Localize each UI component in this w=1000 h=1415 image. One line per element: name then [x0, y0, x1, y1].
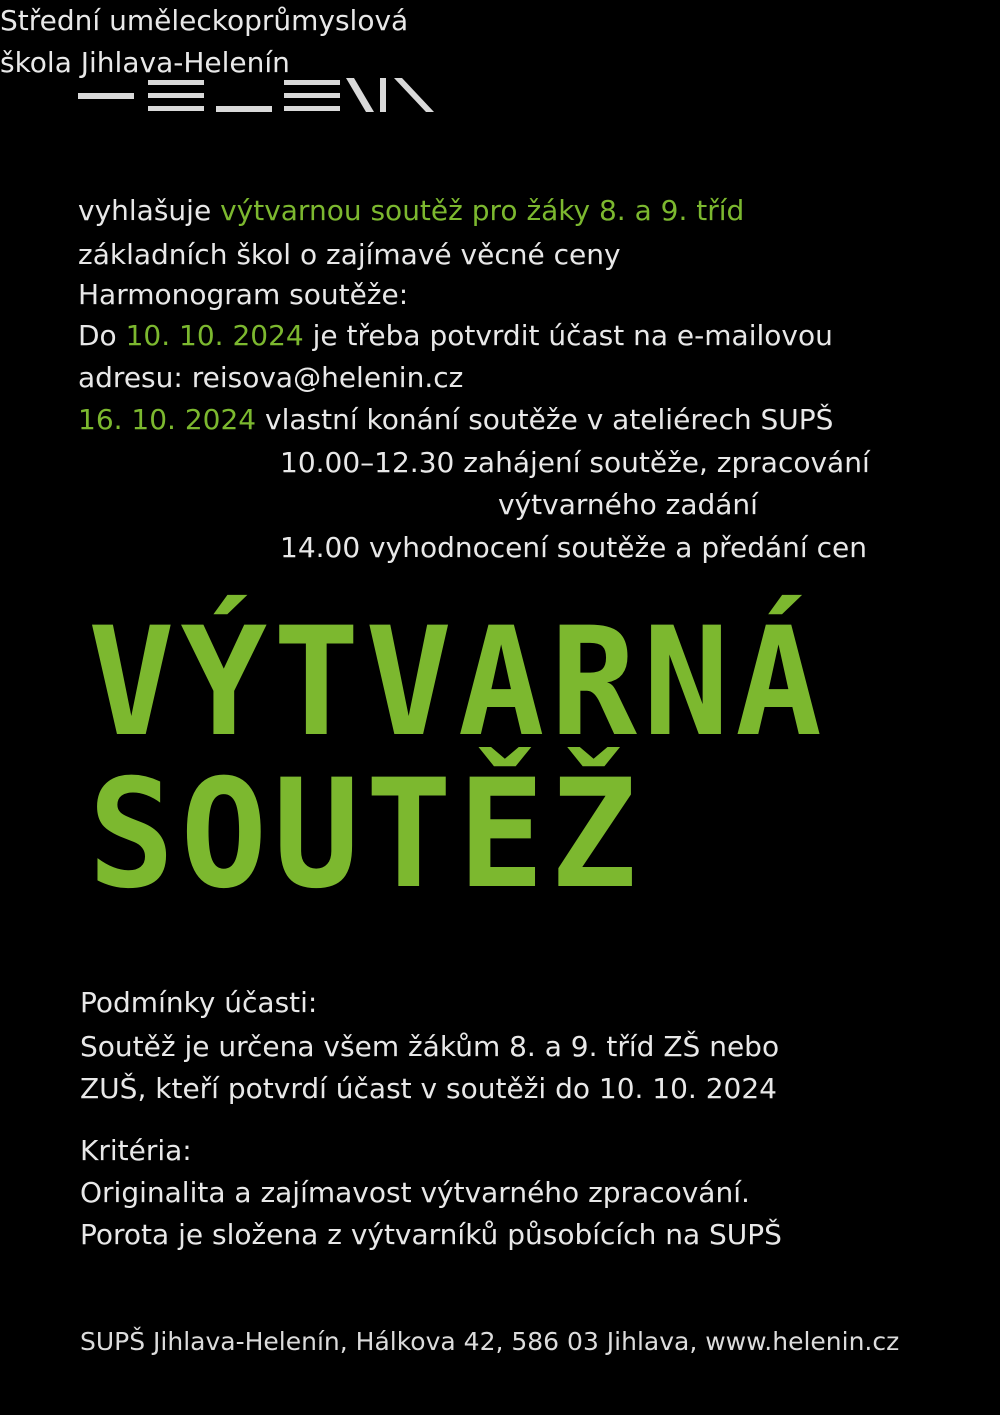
deadline-suffix: je třeba potvrdit účast na e-mailovou	[303, 319, 833, 352]
email-line: adresu: reisova@helenin.cz	[78, 361, 464, 394]
criteria-label: Kritéria:	[80, 1134, 192, 1167]
headline-line2: SOUTĚŽ	[88, 748, 643, 922]
helenin-logo	[78, 72, 438, 120]
event-line	[78, 399, 833, 441]
deadline-prefix: Do	[78, 319, 126, 352]
criteria-line2: Porota je složena z výtvarníků působících na SUPŠ	[80, 1218, 782, 1251]
event-date: 16. 10. 2024	[78, 403, 257, 436]
conditions-label: Podmínky účasti:	[80, 986, 318, 1019]
intro-highlight: výtvarnou soutěž pro žáky 8. a 9. tříd	[220, 194, 745, 227]
intro-line1	[78, 190, 744, 232]
schedule-item-1-cont: výtvarného zadání	[498, 488, 758, 521]
school-line2: škola Jihlava-Helenín	[0, 46, 290, 79]
event-text: vlastní konání soutěže v ateliérech SUPŠ	[256, 403, 834, 436]
conditions-line1: Soutěž je určena všem žákům 8. a 9. tříd ZŠ nebo	[80, 1030, 780, 1063]
conditions-line2: ZUŠ, kteří potvrdí účast v soutěži do 10. 10. 2024	[80, 1072, 777, 1105]
schedule-item-2: 14.00 vyhodnocení soutěže a předání cen	[280, 531, 867, 564]
schedule-item-1: 10.00–12.30 zahájení soutěže, zpracování	[280, 446, 870, 479]
intro-line2: základních škol o zajímavé věcné ceny	[78, 238, 621, 271]
intro-plain: vyhlašuje	[78, 194, 221, 227]
deadline-date: 10. 10. 2024	[125, 319, 304, 352]
headline-line1: VÝTVARNÁ	[88, 596, 828, 770]
harmonogram-label: Harmonogram soutěže:	[78, 278, 409, 311]
criteria-line1: Originalita a zajímavost výtvarného zpracování.	[80, 1176, 750, 1209]
footer-address: SUPŠ Jihlava-Helenín, Hálkova 42, 586 03 Jihlava, www.helenin.cz	[80, 1327, 900, 1356]
deadline-line	[78, 315, 833, 357]
school-line1: Střední uměleckoprůmyslová	[0, 4, 409, 37]
